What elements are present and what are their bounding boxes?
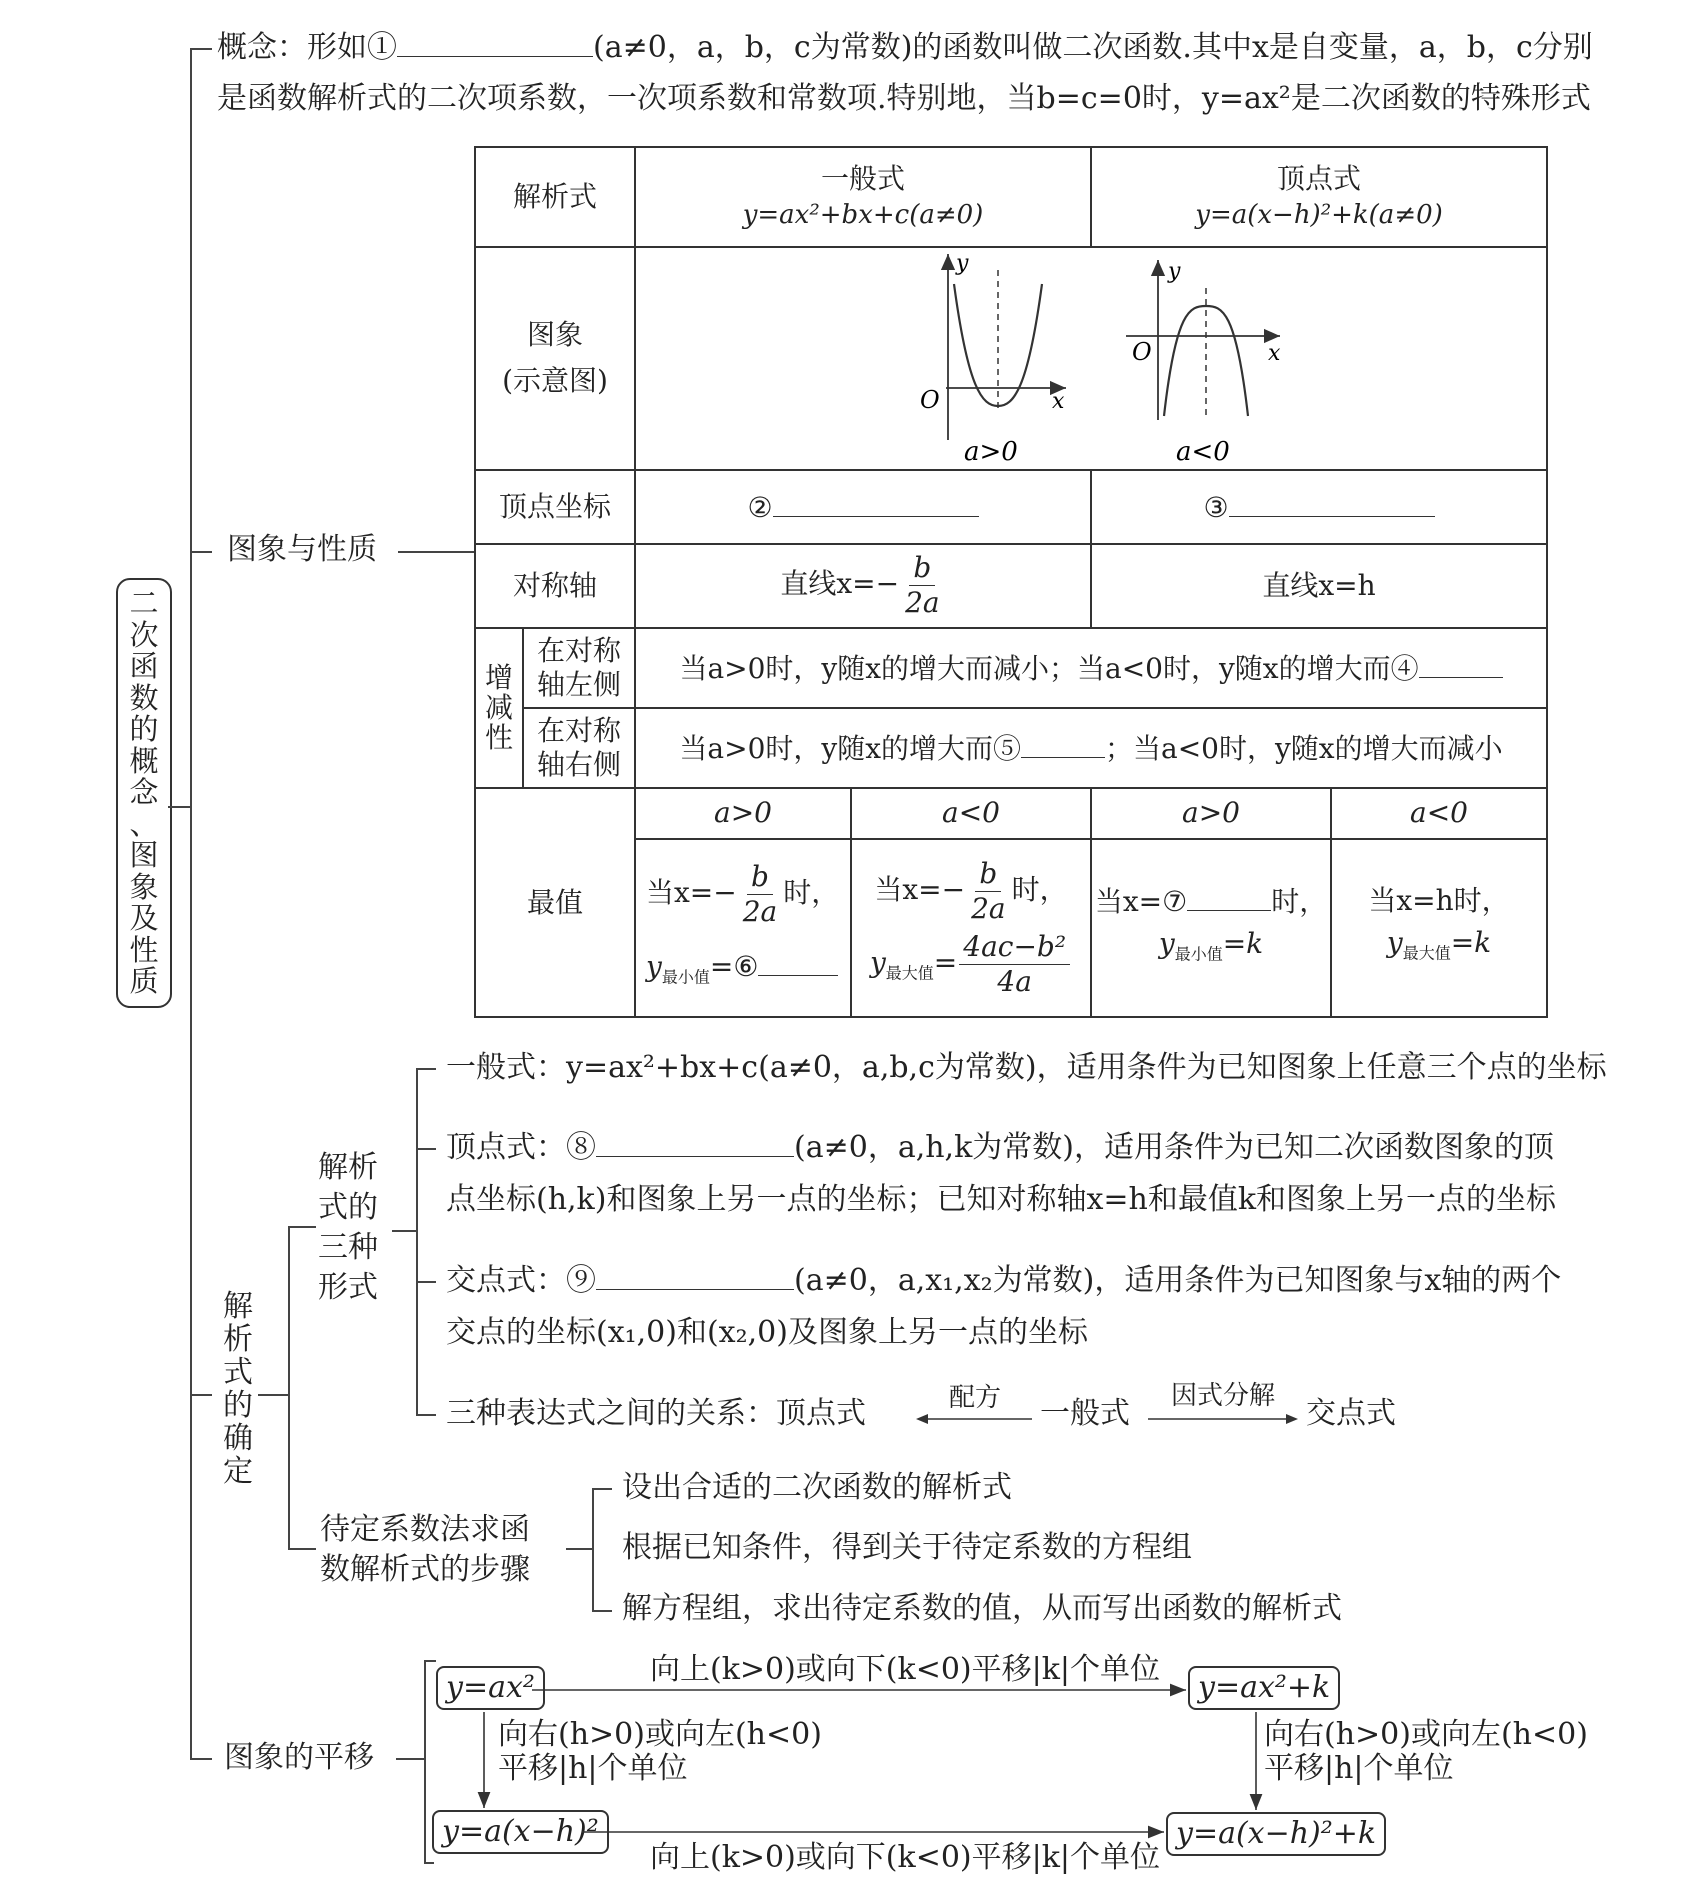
ext2-y: y (869, 945, 886, 979)
concept-line-1 (217, 28, 1593, 68)
ext3-eq: =k (1222, 927, 1264, 961)
ext4-sub: 最大值 (1402, 944, 1451, 964)
graph-label-1: 图象 (527, 318, 584, 352)
determination-label-char: 解 (223, 1289, 253, 1324)
det-bracket (288, 1226, 290, 1548)
root-title-char: 象 (129, 869, 159, 904)
axis-general-prefix: 直线x=− (780, 567, 900, 601)
blank-6 (758, 947, 838, 976)
blank-5 (1021, 729, 1105, 758)
ext-head-3: a>0 (1091, 788, 1331, 838)
mono-label (476, 663, 522, 753)
forms-tick (416, 1068, 436, 1070)
root-title-box (116, 578, 172, 1008)
branch-tick (190, 48, 212, 50)
axis-general (635, 544, 1091, 628)
intercept-prefix: 交点式：⑨ (446, 1263, 596, 1298)
trans-right-label-1: 向右(h>0)或向左(h<0) (1264, 1717, 1588, 1752)
ext-head-1: a>0 (635, 788, 851, 838)
translation-label: 图象的平移 (224, 1740, 374, 1775)
ext1-sub: 最小值 (661, 967, 710, 987)
mono-right-text (635, 708, 1547, 788)
axis-vertex: 直线x=h (1091, 544, 1547, 628)
three-forms-label-line: 三种 (318, 1230, 378, 1265)
general-form-title: 一般式 (821, 162, 906, 196)
graph-props-label: 图象与性质 (227, 532, 377, 567)
vertex-form-line-2: 点坐标(h,k)和图象上另一点的坐标；已知对称轴x=h和最值k和图象上另一点的坐标 (446, 1182, 1556, 1217)
connector (396, 1758, 424, 1760)
trans-right-label-2: 平移|h|个单位 (1264, 1751, 1454, 1786)
connector (566, 1548, 592, 1550)
graph-upward (920, 251, 1066, 467)
graph2-caption: a<0 (1176, 437, 1230, 468)
vertex-form-formula: y=a(x−h)²+k(a≠0) (1195, 200, 1443, 231)
ext4-y: y (1386, 926, 1403, 960)
intercept-line1-rest: (a≠0，a,x₁,x₂为常数)，适用条件为已知图象与x轴的两个 (794, 1263, 1562, 1298)
mono-left-text (635, 628, 1547, 708)
three-forms-label-line: 式的 (318, 1190, 378, 1225)
ext4-line1: 当x=h时， (1368, 884, 1510, 918)
graph-label-2: (示意图) (502, 364, 608, 398)
relation-arrow-right (1148, 1382, 1298, 1422)
relation-mid: 一般式 (1040, 1396, 1130, 1431)
arrow-left-icon (916, 1412, 1034, 1426)
row-label-vertex: 顶点坐标 (475, 470, 635, 544)
mono-label-char: 减 (484, 691, 513, 725)
vertex-form-line-1 (446, 1128, 1554, 1168)
steps-tick (592, 1610, 612, 1612)
relation-prefix: 三种表达式之间的关系：顶点式 (446, 1396, 866, 1431)
trans-right-label (1264, 1718, 1588, 1786)
forms-tick (416, 1414, 436, 1416)
ext3-suffix: 时， (1271, 885, 1328, 919)
row-label-formula: 解析式 (475, 147, 635, 247)
graph1-caption: a>0 (964, 437, 1018, 468)
ext1-y: y (646, 949, 662, 983)
row-label-axis: 对称轴 (475, 544, 635, 628)
ext4-eq: =k (1450, 926, 1492, 960)
mono-left-label-1: 在对称 (537, 634, 622, 668)
mono-right-content-a: 当a>0时，y随x的增大而⑤ (679, 732, 1022, 766)
trans-bracket (424, 1660, 426, 1862)
axis-x-label: x (1052, 389, 1065, 415)
fraction-den: 4a (997, 964, 1032, 998)
box-y-vertex (432, 1810, 609, 1854)
axis-y-label: y (956, 251, 969, 277)
root-title-char: 概 (129, 743, 159, 778)
vertex-line1-rest: (a≠0，a,h,k为常数)，适用条件为已知二次函数图象的顶 (794, 1130, 1554, 1165)
intercept-form-line-1 (446, 1261, 1561, 1301)
vertex-form-cell (1091, 147, 1547, 247)
fraction-den: 2a (742, 894, 778, 928)
graph-cell (635, 247, 1547, 470)
blank-2 (773, 488, 979, 517)
forms-bracket (416, 1068, 418, 1414)
box-tl-text: y=ax² (446, 1670, 535, 1705)
three-forms-label-line: 解析 (318, 1150, 378, 1185)
three-forms-label (318, 1148, 378, 1308)
row-label-monotonicity (475, 628, 523, 788)
properties-table (474, 146, 1548, 1018)
ext-cell-4 (1331, 839, 1547, 1017)
undetermined-label-2: 数解析式的步骤 (320, 1552, 530, 1587)
relation-arrow-left (916, 1384, 1034, 1424)
step-3: 解方程组，求出待定系数的值，从而写出函数的解析式 (622, 1591, 1342, 1626)
box-tr-text: y=ax²+k (1198, 1670, 1331, 1705)
step-2: 根据已知条件，得到关于待定系数的方程组 (622, 1530, 1192, 1565)
box-br-text: y=a(x−h)²+k (1176, 1816, 1377, 1851)
ext1-eq: =⑥ (709, 949, 759, 983)
vertex-form-title: 顶点式 (1277, 162, 1362, 196)
mono-left-label (523, 628, 635, 708)
ext-head-4: a<0 (1331, 788, 1547, 838)
connector (398, 551, 474, 553)
concept-mid: (a≠0，a，b，c为常数)的函数叫做二次函数.其中x是自变量，a，b，c分别 (593, 30, 1593, 65)
mono-left-label-2: 轴左侧 (537, 668, 622, 702)
root-title-char: 图 (129, 838, 159, 872)
relation-end: 交点式 (1306, 1396, 1396, 1431)
branch-tick (190, 551, 212, 553)
ext1-suffix: 时， (783, 875, 840, 909)
fraction (739, 860, 782, 929)
three-forms-label-line: 形式 (318, 1270, 378, 1305)
root-title (118, 588, 170, 998)
vertex-coord-vertex (1091, 470, 1547, 544)
determination-label (218, 1290, 258, 1488)
ext-cell-2: 当x=− $\frac{b}{2a}$ 时， $y_{最大值}=$ $\frac{\text{4ac−b²}}{4a}$ (851, 839, 1091, 1017)
box-y-ax2 (436, 1666, 545, 1710)
fraction-den: 2a (905, 586, 940, 620)
ext2-prefix: 当x=− (874, 872, 966, 906)
origin-label-2: O (1132, 338, 1152, 367)
axis-x-label-2: x (1268, 341, 1281, 367)
mono-label-char: 性 (484, 721, 513, 755)
det-tick (288, 1226, 316, 1228)
box-y-vertex-k (1166, 1812, 1386, 1856)
mono-left-content: 当a>0时，y随x的增大而减小；当a<0时，y随x的增大而④ (679, 652, 1419, 686)
ext-head-2: a<0 (851, 788, 1091, 838)
root-title-char: 质 (129, 964, 159, 998)
undetermined-label (320, 1510, 530, 1590)
trans-tick (424, 1862, 434, 1864)
determination-label-char: 析 (223, 1322, 253, 1357)
concept-line-2 (217, 79, 1591, 119)
blank-2-label: ② (747, 490, 773, 524)
forms-tick (416, 1281, 436, 1283)
mono-right-content-b: ；当a<0时，y随x的增大而减小 (1105, 732, 1503, 766)
root-title-char: 函 (129, 649, 159, 683)
blank-7 (1187, 882, 1271, 911)
ext3-prefix: 当x=⑦ (1094, 885, 1188, 919)
concept-line2: 是函数解析式的二次项系数，一次项系数和常数项.特别地，当b=c=0时，y=ax²是二次函数的特殊形式 (217, 81, 1591, 116)
mono-label-char: 增 (484, 661, 513, 695)
trunk-line (190, 48, 192, 1758)
ext-cell-1 (635, 839, 851, 1017)
root-title-char: 的 (129, 712, 159, 746)
connector (392, 1230, 416, 1232)
ext-cell-3 (1091, 839, 1331, 1017)
ext3-y: y (1158, 927, 1175, 961)
forms-tick (416, 1148, 436, 1150)
connector (258, 1394, 288, 1396)
determination-label-char: 的 (223, 1388, 253, 1423)
root-title-char: 性 (129, 932, 159, 967)
root-title-char: 数 (129, 680, 159, 715)
arrow-label-peifang: 配方 (948, 1383, 1001, 1413)
trans-left-label-1: 向右(h>0)或向左(h<0) (498, 1717, 822, 1752)
undetermined-label-1: 待定系数法求函 (320, 1512, 530, 1547)
step-1: 设出合适的二次函数的解析式 (622, 1470, 1012, 1505)
arrow-right-icon (1148, 1412, 1298, 1426)
graph-downward (1126, 259, 1281, 467)
root-title-char: 及 (129, 901, 159, 935)
ext2-sub: 最大值 (885, 963, 934, 983)
box-bl-text: y=a(x−h)² (442, 1814, 599, 1849)
root-title-char: 念 (129, 775, 159, 809)
blank-1 (397, 28, 593, 57)
fraction-num: b (747, 860, 773, 895)
determination-label-char: 确 (223, 1421, 253, 1456)
row-label-extreme: 最值 (475, 788, 635, 1017)
trans-bottom-label: 向上(k>0)或向下(k<0)平移|k|个单位 (650, 1840, 1161, 1875)
fraction (959, 930, 1070, 999)
root-title-char: 二 (129, 586, 159, 620)
ext1-prefix: 当x=− (646, 875, 737, 909)
blank-4 (1419, 649, 1503, 678)
intercept-form-line-2: 交点的坐标(x₁,0)和(x₂,0)及图象上另一点的坐标 (446, 1315, 1088, 1350)
determination-label-char: 定 (223, 1454, 253, 1489)
arrow-label-factor: 因式分解 (1170, 1381, 1275, 1411)
box-y-ax2-k (1188, 1666, 1340, 1710)
det-tick (288, 1548, 316, 1550)
trans-left-label (498, 1718, 822, 1786)
fraction-den: 2a (971, 891, 1006, 925)
row-label-graph (475, 247, 635, 470)
relation-line (446, 1394, 866, 1434)
steps-tick (592, 1488, 612, 1490)
branch-tick (190, 1394, 212, 1396)
vertex-prefix: 顶点式：⑧ (446, 1130, 596, 1165)
origin-label: O (920, 386, 940, 415)
branch-tick (190, 1758, 212, 1760)
ext3-sub: 最小值 (1174, 945, 1223, 965)
trans-left-label-2: 平移|h|个单位 (498, 1751, 688, 1786)
general-form-cell (635, 147, 1091, 247)
steps-bracket (592, 1488, 594, 1610)
trans-tick (424, 1660, 436, 1662)
blank-9 (596, 1261, 794, 1290)
determination-label-char: 式 (223, 1355, 253, 1390)
mono-right-label-2: 轴右侧 (537, 748, 622, 782)
graph-sketches (636, 248, 1548, 468)
connector (168, 806, 190, 808)
root-title-char: 、 (129, 806, 159, 841)
fraction-num: 4ac−b² (959, 930, 1070, 965)
fraction-num: b (909, 551, 935, 586)
concept-prefix: 概念：形如① (217, 30, 397, 65)
vertex-coord-general (635, 470, 1091, 544)
fraction (901, 551, 944, 620)
ext2-suffix: 时， (1011, 872, 1068, 906)
axis-y-label-2: y (1168, 259, 1181, 285)
trans-top-label: 向上(k>0)或向下(k<0)平移|k|个单位 (650, 1652, 1161, 1687)
general-form-line: 一般式：y=ax²+bx+c(a≠0，a,b,c为常数)，适用条件为已知图象上任意三个点的坐标 (446, 1050, 1607, 1085)
general-form-formula: y=ax²+bx+c(a≠0) (742, 200, 984, 231)
mono-right-label (523, 708, 635, 788)
blank-8 (596, 1128, 794, 1157)
fraction-num: b (975, 857, 1001, 892)
fraction (967, 857, 1010, 926)
blank-3-label: ③ (1203, 490, 1229, 524)
blank-3 (1229, 488, 1435, 517)
root-title-char: 次 (129, 617, 159, 652)
mono-right-label-1: 在对称 (537, 714, 622, 748)
